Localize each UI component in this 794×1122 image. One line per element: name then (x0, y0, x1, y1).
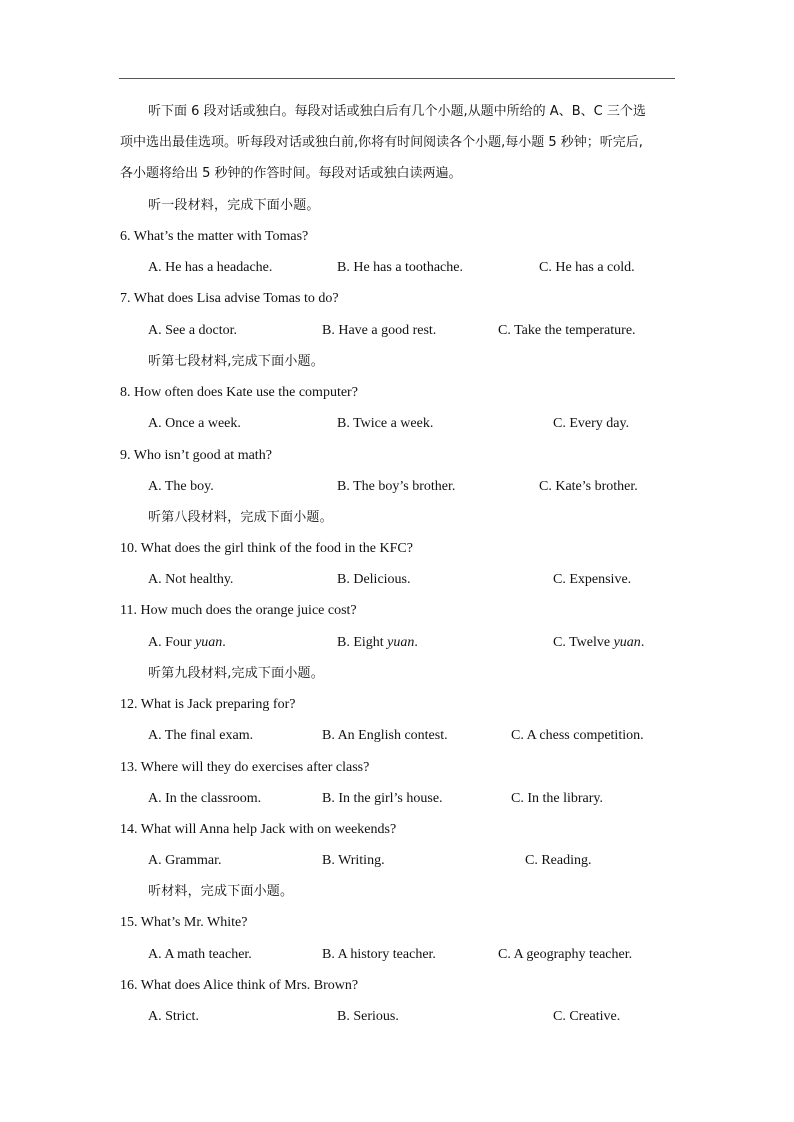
q12-option-b: B. An English contest. (322, 728, 448, 743)
q16-option-b: B. Serious. (337, 1009, 399, 1024)
instructions-line-3: 各小题将给出 5 秒钟的作答时间。每段对话或独白读两遍。 (120, 166, 462, 181)
section-heading-1: 听一段材料，完成下面小题。 (148, 198, 320, 213)
q10-option-b: B. Delicious. (337, 572, 411, 587)
question-6: 6. What’s the matter with Tomas? (120, 229, 309, 244)
section-heading-8: 听第八段材料，完成下面小题。 (148, 510, 333, 525)
q6-option-b: B. He has a toothache. (337, 260, 463, 275)
q11-option-b: B. Eight yuan. (337, 635, 418, 650)
instructions-line-2: 项中选出最佳选项。听每段对话或独白前,你将有时间阅读各个小题,每小题 5 秒钟；听完后, (120, 135, 643, 150)
question-12: 12. What is Jack preparing for? (120, 697, 296, 712)
currency-term: yuan (387, 635, 415, 650)
q12-option-c: C. A chess competition. (511, 728, 644, 743)
question-7: 7. What does Lisa advise Tomas to do? (120, 291, 339, 306)
header-rule (119, 78, 675, 79)
question-16: 16. What does Alice think of Mrs. Brown? (120, 978, 359, 993)
q15-option-a: A. A math teacher. (148, 947, 252, 962)
q6-option-c: C. He has a cold. (539, 260, 635, 275)
question-11: 11. How much does the orange juice cost? (120, 603, 357, 618)
section-heading-10: 听材料，完成下面小题。 (148, 884, 294, 899)
q10-option-a: A. Not healthy. (148, 572, 234, 587)
q15-option-c: C. A geography teacher. (498, 947, 633, 962)
q10-option-c: C. Expensive. (553, 572, 632, 587)
q13-option-a: A. In the classroom. (148, 791, 262, 806)
q7-option-b: B. Have a good rest. (322, 323, 437, 338)
q9-option-c: C. Kate’s brother. (539, 479, 638, 494)
q8-option-a: A. Once a week. (148, 416, 241, 431)
q8-option-c: C. Every day. (553, 416, 630, 431)
q12-option-a: A. The final exam. (148, 728, 254, 743)
q9-option-b: B. The boy’s brother. (337, 479, 456, 494)
q11-option-a: A. Four yuan. (148, 635, 226, 650)
q13-option-c: C. In the library. (511, 791, 604, 806)
q14-option-b: B. Writing. (322, 853, 385, 868)
question-13: 13. Where will they do exercises after class? (120, 760, 370, 775)
q15-option-b: B. A history teacher. (322, 947, 436, 962)
q9-option-a: A. The boy. (148, 479, 214, 494)
currency-term: yuan (195, 635, 223, 650)
q11-option-c: C. Twelve yuan. (553, 635, 645, 650)
q16-option-a: A. Strict. (148, 1009, 199, 1024)
section-heading-7: 听第七段材料,完成下面小题。 (148, 354, 324, 369)
currency-term: yuan (613, 635, 641, 650)
question-9: 9. Who isn’t good at math? (120, 448, 272, 463)
q8-option-b: B. Twice a week. (337, 416, 434, 431)
q7-option-a: A. See a doctor. (148, 323, 238, 338)
q16-option-c: C. Creative. (553, 1009, 621, 1024)
instructions-line-1: 听下面 6 段对话或独白。每段对话或独白后有几个小题,从题中所给的 A、B、C 三个选 (148, 104, 646, 119)
q7-option-c: C. Take the temperature. (498, 323, 636, 338)
q14-option-c: C. Reading. (525, 853, 592, 868)
q14-option-a: A. Grammar. (148, 853, 222, 868)
section-heading-9: 听第九段材料,完成下面小题。 (148, 666, 324, 681)
question-15: 15. What’s Mr. White? (120, 915, 248, 930)
question-8: 8. How often does Kate use the computer? (120, 385, 358, 400)
q13-option-b: B. In the girl’s house. (322, 791, 443, 806)
q6-option-a: A. He has a headache. (148, 260, 273, 275)
question-14: 14. What will Anna help Jack with on weekends? (120, 822, 397, 837)
question-10: 10. What does the girl think of the food in the KFC? (120, 541, 413, 556)
